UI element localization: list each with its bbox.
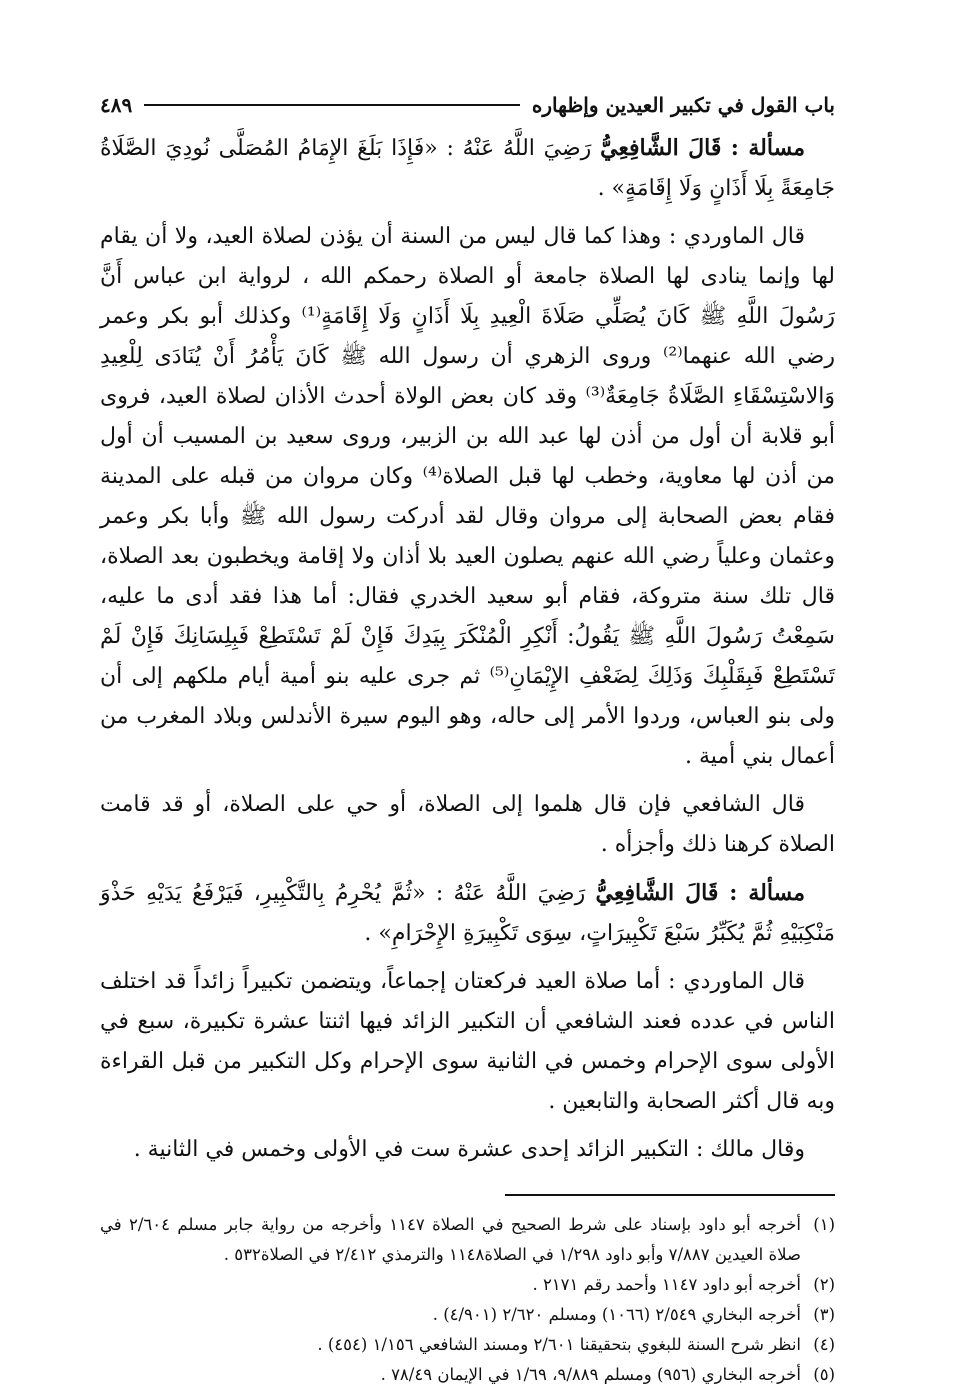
footnote-text: أخرجه أبو داود بإسناد على شرط الصحيح في الصلاة ١١٤٧ وأخرجه من رواية جابر مسلم ٢/٦٠٤ في صلاة العيدين ٧/٨٨٧ وأبو داود ١/٢٩٨ في الصلاة١١٤٨ والترمذي ٢/٤١٢ في الصلاة٥٣٢ . — [100, 1215, 802, 1264]
paragraph-text: رَضِيَ اللَّهُ عَنْهُ : «ثُمَّ يُحْرِمُ بِالتَّكْبِيرِ، فَيَرْفَعُ يَدَيْهِ حَذْوَ مَنْكِبَيْهِ ثُمَّ يُكَبِّرُ سَبْعَ تَكْبِيرَاتٍ، سِوَى تَكْبِيرَةِ الإِحْرَامِ» . — [100, 881, 835, 946]
footnote — [100, 1270, 835, 1300]
paragraph-1 — [100, 128, 835, 209]
page-number: ٤٨٩ — [100, 93, 133, 117]
footnotes — [100, 1210, 835, 1390]
issue-label: مسألة : قَالَ الشَّافِعِيُّ — [595, 880, 805, 906]
paragraph-5 — [100, 962, 835, 1122]
book-page — [100, 88, 835, 1390]
footnote-text: أخرجه أبو داود ١١٤٧ وأحمد رقم ٢١٧١ . — [532, 1275, 801, 1294]
paragraph-4 — [100, 873, 835, 954]
footnote-number: (٣) — [813, 1305, 835, 1324]
paragraph-text: قال الماوردي : وهذا كما قال ليس من السنة أن يؤذن لصلاة العيد، ولا أن يقام لها وإنما ينادى لها الصلاة جامعة أو الصلاة رحمكم الله ، لرواية ابن عباس أَنَّ رَسُولَ اللَّهِ ﷺ كَانَ يُصَلِّي صَلَاةَ الْعِيدِ بِلَا أَذَانٍ وَلَا إِقَامَةٍ⁽¹⁾ وكذلك أبو بكر وعمر رضي الله عنهما⁽²⁾ وروى الزهري أن رسول الله ﷺ كَانَ يَأْمُرُ أَنْ يُنَادَى لِلْعِيدِ وَالاسْتِسْقَاءِ الصَّلَاةُ جَامِعَةٌ⁽³⁾ وقد كان بعض الولاة أحدث الأذان لصلاة العيد، فروى أبو قلابة أن أول من أذن لها عبد الله بن الزبير، وروى سعيد بن المسيب أن أول من أذن لها معاوية، وخطب لها قبل الصلاة⁽⁴⁾ وكان مروان من قبله على المدينة فقام بعض الصحابة إلى مروان وقال لقد أدركت رسول الله ﷺ وأبا بكر وعمر وعثمان وعلياً رضي الله عنهم يصلون العيد بلا أذان ولا إقامة ويخطبون بعد الصلاة، قال تلك سنة متروكة، فقام أبو سعيد الخدري فقال: أما هذا فقد أدى ما عليه، سَمِعْتُ رَسُولَ اللَّهِ ﷺ يَقُولُ: أَنْكِرِ الْمُنْكَرَ بِيَدِكَ فَإِنْ لَمْ تَسْتَطِعْ فَبِلِسَانِكَ فَإِنْ لَمْ تَسْتَطِعْ فَبِقَلْبِكَ وَذَلِكَ لِضَعْفِ الإِيْمَانِ⁽⁵⁾ ثم جرى عليه بنو أمية أيام ملكهم إلى أن ولى بنو العباس، وردوا الأمر إلى حاله، وهو اليوم سيرة الأندلس وبلاد المغرب من أعمال بني أمية . — [100, 224, 835, 769]
footnote-text: أخرجه البخاري (٩٥٦) ومسلم ٩/٨٨٩، ١/٦٩ في الإيمان ٧٨/٤٩ . — [380, 1365, 801, 1384]
running-header — [100, 88, 835, 122]
paragraph-6 — [100, 1130, 835, 1170]
issue-label: مسألة : قَالَ الشَّافِعِيُّ — [600, 135, 805, 161]
footnote-number: (١) — [813, 1215, 835, 1234]
footnote-text: انظر شرح السنة للبغوي بتحقيقنا ٢/٦٠١ ومسند الشافعي ١/١٥٦ (٤٥٤) . — [317, 1335, 801, 1354]
header-rule — [144, 104, 520, 106]
footnote-separator — [505, 1194, 835, 1196]
paragraph-text: وقال مالك : التكبير الزائد إحدى عشرة ست في الأولى وخمس في الثانية . — [133, 1137, 805, 1162]
paragraph-text: قال الشافعي فإن قال هلموا إلى الصلاة، أو حي على الصلاة، أو قد قامت الصلاة كرهنا ذلك وأجزأه . — [100, 792, 835, 857]
paragraph-text: رَضِيَ اللَّهُ عَنْهُ : «فَإِذَا بَلَغَ الإِمَامُ المُصَلَّى نُودِيَ الصَّلَاةُ جَامِعَةً بِلَا أَذَانٍ وَلَا إِقَامَةٍ» . — [100, 136, 835, 201]
paragraph-2 — [100, 217, 835, 777]
chapter-title: باب القول في تكبير العيدين وإظهاره — [531, 93, 835, 117]
paragraph-3 — [100, 785, 835, 865]
main-text — [100, 128, 835, 1170]
footnote-number: (٥) — [813, 1365, 835, 1384]
footnote — [100, 1210, 835, 1270]
footnote — [100, 1330, 835, 1360]
paragraph-text: قال الماوردي : أما صلاة العيد فركعتان إجماعاً، ويتضمن تكبيراً زائداً قد اختلف الناس في عدده فعند الشافعي أن التكبير الزائد فيها اثنتا عشرة تكبيرة، سبع في الأولى سوى الإحرام وخمس في الثانية سوى الإحرام وكل التكبير من قبل القراءة وبه قال أكثر الصحابة والتابعين . — [100, 969, 835, 1114]
footnote — [100, 1300, 835, 1330]
footnote-number: (٢) — [813, 1275, 835, 1294]
footnote-number: (٤) — [813, 1335, 835, 1354]
footnote — [100, 1360, 835, 1390]
footnote-text: أخرجه البخاري ٢/٥٤٩ (١٠٦٦) ومسلم ٢/٦٢٠ (٤/٩٠١) . — [432, 1305, 801, 1324]
